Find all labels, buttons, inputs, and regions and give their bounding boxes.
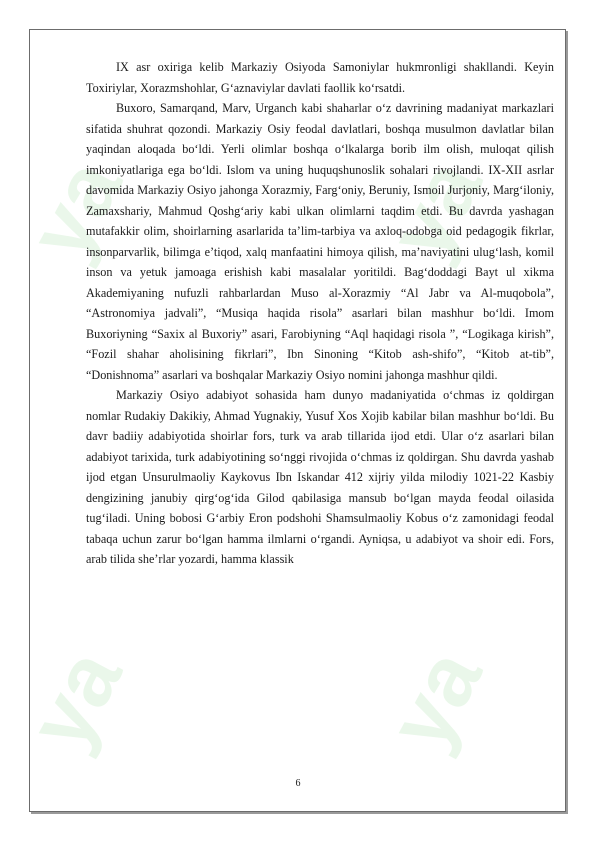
paragraph: Markaziy Osiyo adabiyot sohasida ham dunyo madaniyatida o‘chmas iz qoldirgan nomlar Rudakiy Dakikiy, Ahmad Yugnakiy, Yusuf Xos Xojib kabilar bilan mashhur bo‘ldi. Bu davr badiiy adabiyotida shoirlar fors, turk va arab tillarida ijod etdi. Ular o‘z asarlari bilan adabiyot tarixida, turk adabiyotining so‘nggi rivojida o‘chmas iz qoldirgan. Shu davrda yashab ijod etgan Unsurulmaoliy Kaykovus Ibn Iskandar 412 xijriy yilda milodiy 1021-22 Kasbiy dengizining janubiy qirg‘og‘ida Gilod qabilasiga mansub bo‘lgan mayda feodal oilasida tug‘iladi. Uning bobosi G‘arbiy Eron podshohi Shamsulmaoliy Kobus o‘z zamonidagi feodal tabaqa uchun zarur bo‘lgan hamma ilmlarni o‘rgandi. Ayniqsa, u adabiyot va shoir edi. Fors, arab tilida she’rlar yozardi, hamma klassik	[86, 388, 554, 566]
paragraph: IX asr oxiriga kelib Markaziy Osiyoda Samoniylar hukmronligi shakllandi. Keyin Toxiriylar, Xorazmshohlar, G‘aznaviylar davlati faollik ko‘rsatdi.	[86, 60, 554, 95]
document-body	[86, 57, 554, 570]
paragraph: Buxoro, Samarqand, Marv, Urganch kabi shaharlar o‘z davrining madaniyat markazlari sifatida shuhrat qozondi. Markaziy Osiy feodal davlatlari, boshqa musulmon davlatlar bilan yaqindan aloqada bo‘ldi. Yerli olimlar boshqa o‘lkalarga borib ilm olish, muloqat qilish imkoniyatlariga ega bo‘ldi. Islom va uning huquqshunoslik sohalari rivojlandi. IX-XII asrlar davomida Markaziy Osiyo jahonga Xorazmiy, Farg‘oniy, Beruniy, Ismoil Jurjoniy, Marg‘iloniy, Zamaxshariy, Mahmud Qoshg‘ariy kabi ulkan olimlarni taqdim etdi. Bu davrda yashagan mutafakkir olim, shoirlarning asarlarida ta’lim-tarbiya va axloq-odobga oid pedagogik fikrlar, insonparvarlik, bilimga e’tiqod, xalq manfaatini himoya qilish, ma’naviyatini ulug‘lash, komil inson va yetuk jamoaga erishish kabi masalalar yoritildi. Bag‘doddagi Bayt ul xikma Akademiyaning nufuzli rahbarlardan Muso al-Xorazmiy “Al Jabr va Al-muqobola”, “Astronomiya jadvali”, “Musiqa haqida risola” asarlari bilan mashhur bo‘ldi. Imom Buxoriyning “Saxix al Buxoriy” asari, Farobiyning “Aql haqidagi risola ”, “Logikaga kirish”, “Fozil shahar aholisining fikrlari”, Ibn Sinoning “Kitob ash-shifo”, “Kitob at-tib”, “Donishnoma” asarlari va boshqalar Markaziy Osiyo nomini jahonga mashhur qildi.	[86, 101, 554, 382]
page-number: 6	[295, 778, 301, 789]
